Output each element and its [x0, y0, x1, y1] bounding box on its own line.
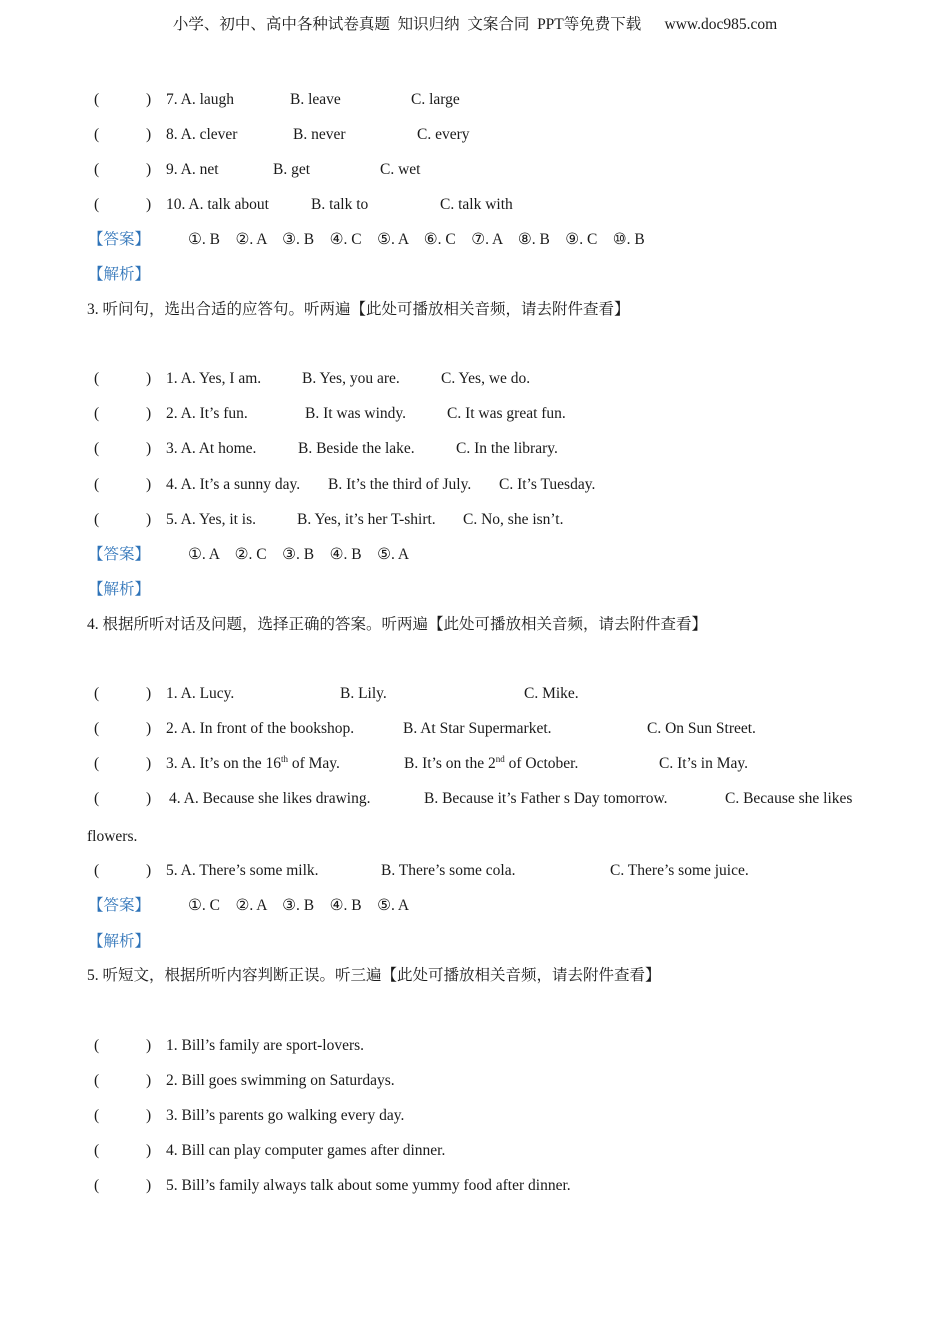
option-b: B. It was windy. [305, 405, 407, 422]
option-c: C. Because she likes [725, 790, 853, 807]
answer-blank-open: ( [94, 1107, 100, 1124]
answer-blank-open: ( [94, 440, 100, 457]
answer-row [88, 230, 645, 250]
option-a: 2. A. It’s fun. [166, 405, 248, 422]
option-c: C. In the library. [456, 440, 558, 457]
page-header: 小学、初中、高中各种试卷真题 知识归纳 文案合同 PPT等免费下载 www.doc985.com [172, 16, 778, 33]
answer-blank-open: ( [94, 1037, 100, 1054]
option-c: C. Yes, we do. [441, 370, 531, 387]
option-b: B. get [273, 161, 311, 178]
option-b: B. Because it’s Father s Day tomorrow. [424, 790, 668, 807]
option-b: B. Yes, you are. [302, 370, 400, 387]
option-a: 7. A. laugh [166, 91, 235, 108]
option-b: B. Beside the lake. [298, 440, 415, 457]
option-c: C. It’s in May. [659, 755, 748, 772]
answer-blank-open: ( [94, 511, 100, 528]
answer-blank-close: ) [146, 685, 152, 702]
option-a: 3. A. At home. [166, 440, 257, 457]
statement-text: 4. Bill can play computer games after dinner. [166, 1142, 446, 1159]
option-c-continued: flowers. [87, 828, 138, 845]
analysis-label: 【解析】 [88, 266, 151, 283]
option-a: 8. A. clever [166, 126, 238, 143]
answer-values: ①. C ②. A ③. B ④. B ⑤. A [188, 897, 410, 914]
option-b: B. It’s the third of July. [328, 476, 472, 493]
answer-row [88, 896, 410, 916]
answer-blank-close: ) [146, 1142, 152, 1159]
statement-text: 2. Bill goes swimming on Saturdays. [166, 1072, 395, 1089]
section-title: 4. 根据所听对话及问题，选择正确的答案。听两遍【此处可播放相关音频，请去附件查看】 [87, 616, 708, 633]
answer-row [88, 545, 410, 565]
answer-blank-close: ) [146, 862, 152, 879]
statement-text: 5. Bill’s family always talk about some yummy food after dinner. [166, 1177, 571, 1194]
option-b: B. It’s on the 2nd of October. [404, 753, 579, 772]
answer-blank-close: ) [146, 126, 152, 143]
option-a: 5. A. Yes, it is. [166, 511, 257, 528]
option-b: B. There’s some cola. [381, 862, 516, 879]
answer-blank-open: ( [94, 862, 100, 879]
option-a: 4. A. Because she likes drawing. [169, 790, 371, 807]
answer-blank-open: ( [94, 790, 100, 807]
option-c: C. It was great fun. [447, 405, 566, 422]
option-a: 1. A. Yes, I am. [166, 370, 262, 387]
answer-blank-close: ) [146, 511, 152, 528]
answer-blank-open: ( [94, 685, 100, 702]
option-b: B. talk to [311, 196, 369, 213]
answer-blank-close: ) [146, 161, 152, 178]
option-a: 9. A. net [166, 161, 219, 178]
answer-blank-close: ) [146, 440, 152, 457]
answer-blank-close: ) [146, 1177, 152, 1194]
option-b: B. leave [290, 91, 341, 108]
option-b: B. At Star Supermarket. [403, 720, 552, 737]
answer-blank-close: ) [146, 790, 152, 807]
option-c: C. It’s Tuesday. [499, 476, 596, 493]
section-title: 3. 听问句，选出合适的应答句。听两遍【此处可播放相关音频，请去附件查看】 [87, 301, 630, 318]
option-a: 2. A. In front of the bookshop. [166, 720, 355, 737]
answer-label: 【答案】 [88, 897, 151, 914]
option-a: 5. A. There’s some milk. [166, 862, 319, 879]
option-c: C. On Sun Street. [647, 720, 756, 737]
section-title: 5. 听短文，根据所听内容判断正误。听三遍【此处可播放相关音频，请去附件查看】 [87, 967, 661, 984]
option-c: C. wet [380, 161, 421, 178]
answer-blank-open: ( [94, 126, 100, 143]
answer-blank-open: ( [94, 720, 100, 737]
option-a: 10. A. talk about [166, 196, 269, 213]
answer-values: ①. A ②. C ③. B ④. B ⑤. A [188, 546, 410, 563]
option-b: B. Yes, it’s her T-shirt. [297, 511, 436, 528]
option-c: C. talk with [440, 196, 513, 213]
option-a: 3. A. It’s on the 16th of May. [166, 753, 340, 772]
option-c: C. No, she isn’t. [463, 511, 564, 528]
statement-text: 1. Bill’s family are sport-lovers. [166, 1037, 365, 1054]
option-c: C. Mike. [524, 685, 579, 702]
option-c: C. every [417, 126, 470, 143]
option-a: 1. A. Lucy. [166, 685, 235, 702]
answer-blank-close: ) [146, 196, 152, 213]
option-c: C. There’s some juice. [610, 862, 749, 879]
answer-blank-open: ( [94, 196, 100, 213]
answer-blank-open: ( [94, 476, 100, 493]
option-a: 4. A. It’s a sunny day. [166, 476, 301, 493]
answer-blank-close: ) [146, 1107, 152, 1124]
answer-blank-close: ) [146, 755, 152, 772]
answer-blank-open: ( [94, 370, 100, 387]
answer-blank-open: ( [94, 755, 100, 772]
answer-blank-close: ) [146, 1072, 152, 1089]
answer-blank-open: ( [94, 405, 100, 422]
answer-blank-close: ) [146, 720, 152, 737]
answer-blank-close: ) [146, 91, 152, 108]
answer-values: ①. B ②. A ③. B ④. C ⑤. A ⑥. C ⑦. A ⑧. B ⑨. C ⑩. B [188, 231, 645, 248]
answer-blank-open: ( [94, 1142, 100, 1159]
answer-blank-open: ( [94, 91, 100, 108]
option-b: B. Lily. [340, 685, 387, 702]
answer-blank-open: ( [94, 1177, 100, 1194]
answer-blank-close: ) [146, 476, 152, 493]
statement-text: 3. Bill’s parents go walking every day. [166, 1107, 405, 1124]
answer-blank-close: ) [146, 405, 152, 422]
answer-blank-close: ) [146, 1037, 152, 1054]
answer-blank-open: ( [94, 1072, 100, 1089]
analysis-label: 【解析】 [88, 581, 151, 598]
option-c: C. large [411, 91, 460, 108]
answer-label: 【答案】 [88, 231, 151, 248]
option-b: B. never [293, 126, 346, 143]
answer-blank-close: ) [146, 370, 152, 387]
analysis-label: 【解析】 [88, 933, 151, 950]
answer-label: 【答案】 [88, 546, 151, 563]
answer-blank-open: ( [94, 161, 100, 178]
